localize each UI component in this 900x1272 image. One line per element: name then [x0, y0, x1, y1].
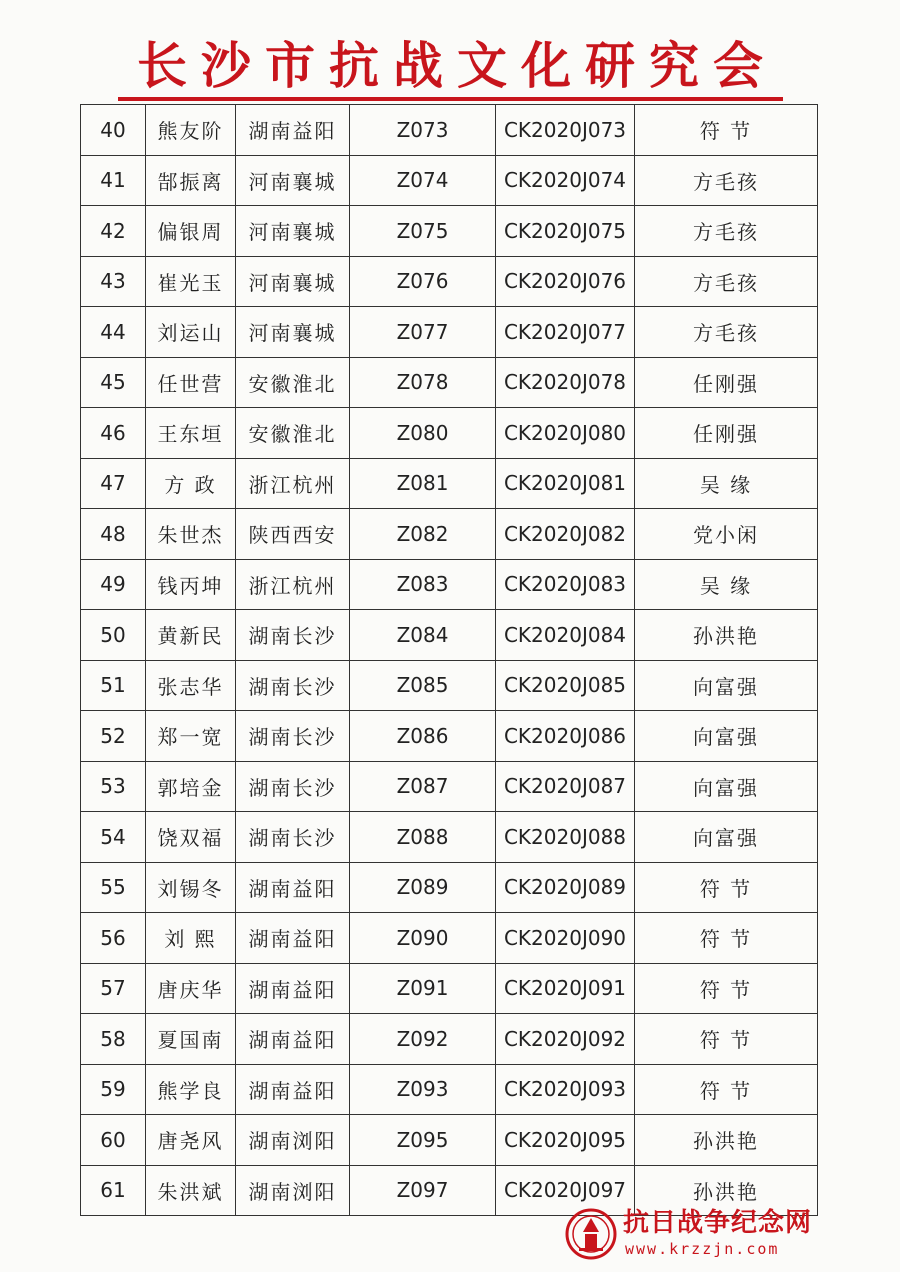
- archive-code-cell: Z086: [350, 711, 496, 762]
- row-number-cell: 46: [81, 408, 146, 459]
- memorial-emblem-icon: [565, 1208, 617, 1260]
- archive-code-cell: Z089: [350, 862, 496, 913]
- hometown-cell: 湖南益阳: [236, 913, 350, 964]
- table-row: [81, 307, 818, 358]
- hometown-cell: 安徽淮北: [236, 408, 350, 459]
- certificate-number-cell: CK2020J073: [496, 105, 635, 156]
- archive-code-cell: Z078: [350, 357, 496, 408]
- hometown-cell: 湖南益阳: [236, 862, 350, 913]
- recorder-name-cell: 任刚强: [635, 357, 818, 408]
- recorder-name-cell: 向富强: [635, 711, 818, 762]
- row-number-cell: 48: [81, 509, 146, 560]
- table-row: [81, 509, 818, 560]
- veteran-name-cell: 刘运山: [146, 307, 236, 358]
- veteran-name-cell: 偏银周: [146, 206, 236, 257]
- row-number-cell: 43: [81, 256, 146, 307]
- recorder-name-cell: 方毛孩: [635, 307, 818, 358]
- hometown-cell: 湖南长沙: [236, 812, 350, 863]
- header-rule-thick: [118, 97, 783, 101]
- row-number-cell: 52: [81, 711, 146, 762]
- hometown-cell: 湖南长沙: [236, 761, 350, 812]
- veteran-name-cell: 郜振离: [146, 155, 236, 206]
- certificate-number-cell: CK2020J089: [496, 862, 635, 913]
- row-number-cell: 61: [81, 1165, 146, 1216]
- veteran-name-cell: 郑一宽: [146, 711, 236, 762]
- recorder-name-cell: 孙洪艳: [635, 610, 818, 661]
- recorder-name-cell: 符 节: [635, 862, 818, 913]
- archive-code-cell: Z080: [350, 408, 496, 459]
- recorder-name-cell: 方毛孩: [635, 256, 818, 307]
- archive-code-cell: Z093: [350, 1064, 496, 1115]
- watermark-site-name: 抗日战争纪念网: [623, 1208, 813, 1238]
- hometown-cell: 河南襄城: [236, 307, 350, 358]
- veteran-name-cell: 刘锡冬: [146, 862, 236, 913]
- certificate-number-cell: CK2020J082: [496, 509, 635, 560]
- hometown-cell: 河南襄城: [236, 206, 350, 257]
- hometown-cell: 陕西西安: [236, 509, 350, 560]
- table-row: [81, 812, 818, 863]
- table-row: [81, 913, 818, 964]
- row-number-cell: 49: [81, 559, 146, 610]
- archive-code-cell: Z081: [350, 458, 496, 509]
- row-number-cell: 44: [81, 307, 146, 358]
- veteran-name-cell: 钱丙坤: [146, 559, 236, 610]
- hometown-cell: 湖南长沙: [236, 660, 350, 711]
- roster-table: [80, 104, 818, 1216]
- veteran-name-cell: 朱洪斌: [146, 1165, 236, 1216]
- archive-code-cell: Z090: [350, 913, 496, 964]
- table-row: [81, 206, 818, 257]
- table-row: [81, 610, 818, 661]
- archive-code-cell: Z074: [350, 155, 496, 206]
- veteran-name-cell: 方 政: [146, 458, 236, 509]
- certificate-number-cell: CK2020J090: [496, 913, 635, 964]
- roster-table-body: [81, 105, 818, 1216]
- hometown-cell: 河南襄城: [236, 256, 350, 307]
- row-number-cell: 60: [81, 1115, 146, 1166]
- hometown-cell: 湖南浏阳: [236, 1165, 350, 1216]
- hometown-cell: 湖南益阳: [236, 963, 350, 1014]
- hometown-cell: 河南襄城: [236, 155, 350, 206]
- table-row: [81, 408, 818, 459]
- table-row: [81, 761, 818, 812]
- certificate-number-cell: CK2020J097: [496, 1165, 635, 1216]
- hometown-cell: 湖南益阳: [236, 1064, 350, 1115]
- veteran-name-cell: 唐尧风: [146, 1115, 236, 1166]
- table-row: [81, 105, 818, 156]
- veteran-name-cell: 熊友阶: [146, 105, 236, 156]
- page-title: 长沙市抗战文化研究会: [137, 36, 777, 95]
- table-row: [81, 963, 818, 1014]
- row-number-cell: 54: [81, 812, 146, 863]
- certificate-number-cell: CK2020J080: [496, 408, 635, 459]
- veteran-name-cell: 朱世杰: [146, 509, 236, 560]
- archive-code-cell: Z076: [350, 256, 496, 307]
- certificate-number-cell: CK2020J084: [496, 610, 635, 661]
- recorder-name-cell: 孙洪艳: [635, 1115, 818, 1166]
- hometown-cell: 浙江杭州: [236, 559, 350, 610]
- certificate-number-cell: CK2020J074: [496, 155, 635, 206]
- certificate-number-cell: CK2020J081: [496, 458, 635, 509]
- row-number-cell: 45: [81, 357, 146, 408]
- veteran-name-cell: 郭培金: [146, 761, 236, 812]
- recorder-name-cell: 吴 缘: [635, 559, 818, 610]
- veteran-name-cell: 黄新民: [146, 610, 236, 661]
- row-number-cell: 55: [81, 862, 146, 913]
- table-row: [81, 711, 818, 762]
- hometown-cell: 安徽淮北: [236, 357, 350, 408]
- row-number-cell: 42: [81, 206, 146, 257]
- recorder-name-cell: 向富强: [635, 812, 818, 863]
- site-watermark: [565, 1206, 885, 1266]
- row-number-cell: 47: [81, 458, 146, 509]
- recorder-name-cell: 向富强: [635, 761, 818, 812]
- recorder-name-cell: 任刚强: [635, 408, 818, 459]
- archive-code-cell: Z085: [350, 660, 496, 711]
- recorder-name-cell: 孙洪艳: [635, 1165, 818, 1216]
- archive-code-cell: Z091: [350, 963, 496, 1014]
- certificate-number-cell: CK2020J093: [496, 1064, 635, 1115]
- row-number-cell: 53: [81, 761, 146, 812]
- recorder-name-cell: 吴 缘: [635, 458, 818, 509]
- archive-code-cell: Z083: [350, 559, 496, 610]
- table-row: [81, 660, 818, 711]
- table-row: [81, 357, 818, 408]
- certificate-number-cell: CK2020J075: [496, 206, 635, 257]
- archive-code-cell: Z084: [350, 610, 496, 661]
- table-row: [81, 1115, 818, 1166]
- row-number-cell: 40: [81, 105, 146, 156]
- table-row: [81, 862, 818, 913]
- row-number-cell: 58: [81, 1014, 146, 1065]
- archive-code-cell: Z087: [350, 761, 496, 812]
- recorder-name-cell: 符 节: [635, 963, 818, 1014]
- row-number-cell: 51: [81, 660, 146, 711]
- veteran-name-cell: 熊学良: [146, 1064, 236, 1115]
- recorder-name-cell: 向富强: [635, 660, 818, 711]
- table-row: [81, 458, 818, 509]
- recorder-name-cell: 符 节: [635, 1064, 818, 1115]
- recorder-name-cell: 方毛孩: [635, 155, 818, 206]
- certificate-number-cell: CK2020J088: [496, 812, 635, 863]
- row-number-cell: 56: [81, 913, 146, 964]
- recorder-name-cell: 方毛孩: [635, 206, 818, 257]
- watermark-site-url: www.krzzjn.com: [625, 1240, 780, 1258]
- table-row: [81, 256, 818, 307]
- veteran-name-cell: 任世营: [146, 357, 236, 408]
- row-number-cell: 41: [81, 155, 146, 206]
- veteran-name-cell: 唐庆华: [146, 963, 236, 1014]
- archive-code-cell: Z095: [350, 1115, 496, 1166]
- table-row: [81, 1014, 818, 1065]
- hometown-cell: 湖南长沙: [236, 711, 350, 762]
- certificate-number-cell: CK2020J091: [496, 963, 635, 1014]
- hometown-cell: 浙江杭州: [236, 458, 350, 509]
- veteran-name-cell: 夏国南: [146, 1014, 236, 1065]
- veteran-name-cell: 崔光玉: [146, 256, 236, 307]
- certificate-number-cell: CK2020J076: [496, 256, 635, 307]
- archive-code-cell: Z073: [350, 105, 496, 156]
- hometown-cell: 湖南长沙: [236, 610, 350, 661]
- table-row: [81, 1064, 818, 1115]
- table-row: [81, 559, 818, 610]
- veteran-name-cell: 张志华: [146, 660, 236, 711]
- archive-code-cell: Z077: [350, 307, 496, 358]
- certificate-number-cell: CK2020J085: [496, 660, 635, 711]
- certificate-number-cell: CK2020J083: [496, 559, 635, 610]
- certificate-number-cell: CK2020J077: [496, 307, 635, 358]
- archive-code-cell: Z075: [350, 206, 496, 257]
- recorder-name-cell: 党小闲: [635, 509, 818, 560]
- certificate-number-cell: CK2020J087: [496, 761, 635, 812]
- archive-code-cell: Z088: [350, 812, 496, 863]
- recorder-name-cell: 符 节: [635, 1014, 818, 1065]
- certificate-number-cell: CK2020J078: [496, 357, 635, 408]
- recorder-name-cell: 符 节: [635, 105, 818, 156]
- archive-code-cell: Z097: [350, 1165, 496, 1216]
- certificate-number-cell: CK2020J092: [496, 1014, 635, 1065]
- certificate-number-cell: CK2020J095: [496, 1115, 635, 1166]
- hometown-cell: 湖南益阳: [236, 105, 350, 156]
- page-header: [0, 0, 900, 110]
- archive-code-cell: Z092: [350, 1014, 496, 1065]
- veteran-name-cell: 王东垣: [146, 408, 236, 459]
- veteran-name-cell: 饶双福: [146, 812, 236, 863]
- table-row: [81, 155, 818, 206]
- row-number-cell: 59: [81, 1064, 146, 1115]
- hometown-cell: 湖南浏阳: [236, 1115, 350, 1166]
- hometown-cell: 湖南益阳: [236, 1014, 350, 1065]
- recorder-name-cell: 符 节: [635, 913, 818, 964]
- certificate-number-cell: CK2020J086: [496, 711, 635, 762]
- veteran-name-cell: 刘 熙: [146, 913, 236, 964]
- row-number-cell: 57: [81, 963, 146, 1014]
- row-number-cell: 50: [81, 610, 146, 661]
- archive-code-cell: Z082: [350, 509, 496, 560]
